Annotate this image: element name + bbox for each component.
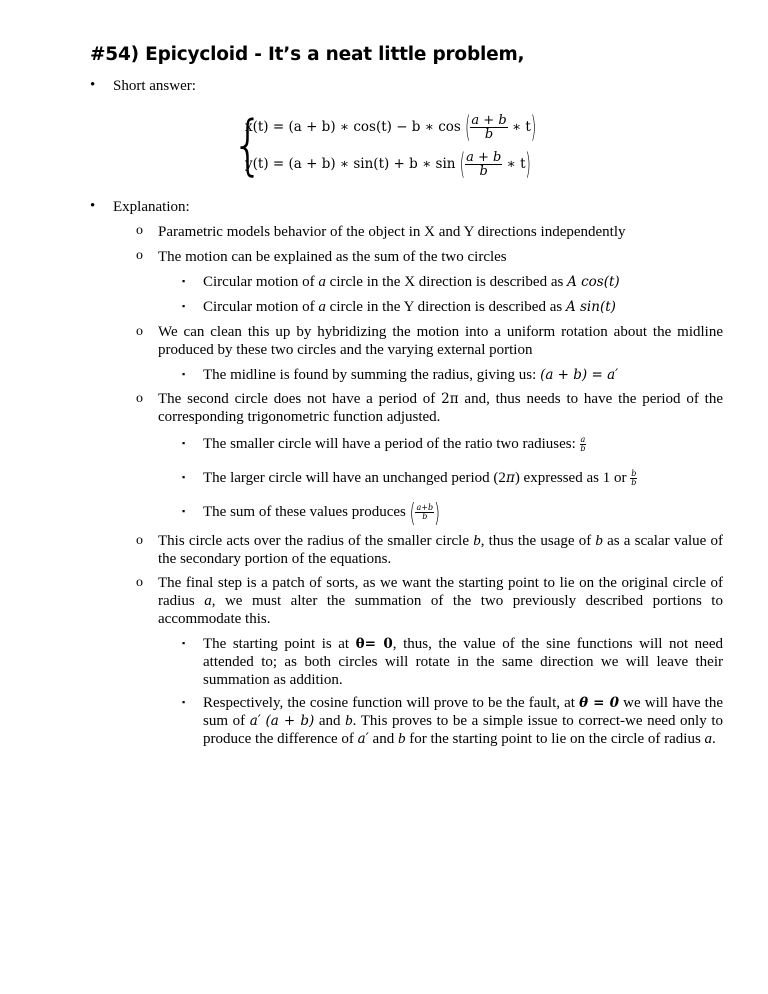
explanation-subitem-x: Circular motion of a circle in the X direction is described as A cos(t) — [203, 274, 620, 290]
bullet-circle: o — [136, 223, 143, 238]
bullet-square: ▪ — [182, 506, 186, 516]
bullet-square: ▪ — [182, 369, 186, 379]
equation-x-tail: ∗ t — [511, 119, 531, 135]
explanation-item-second-circle: The second circle does not have a period of 2π and, thus needs to have the period of the corresponding trigonometric function adjusted. — [158, 391, 723, 425]
explanation-item-motion: The motion can be explained as the sum of the two circles — [158, 249, 507, 265]
short-answer-label: Short answer: — [113, 78, 196, 94]
equation-y: y(t) = (a + b) ∗ sin(t) + b ∗ sin ( $\frac{a + b}{b}$ ∗ t) — [245, 146, 531, 183]
explanation-subitem-midline: The midline is found by summing the radius, giving us: (a + b) = a′ — [203, 367, 619, 383]
explanation-subitem-smaller: The smaller circle will have a period of the ratio two radiuses: $\frac{a}{b}$ — [203, 435, 586, 454]
bullet-circle: o — [136, 533, 143, 548]
equation-y-tail: ∗ t — [506, 156, 526, 172]
explanation-item-parametric: Parametric models behavior of the object in X and Y directions independently — [158, 224, 626, 240]
bullet-square: ▪ — [182, 472, 186, 482]
explanation-subitem-y: Circular motion of a circle in the Y direction is described as A sin(t) — [203, 299, 616, 315]
bullet-circle: o — [136, 324, 143, 339]
equation-x: x(t) = (a + b) ∗ cos(t) − b ∗ cos ( $\frac{a + b}{b}$ ∗ t) — [245, 109, 537, 146]
equation-x-frac-den: b — [484, 127, 494, 142]
explanation-item-hybridize: We can clean this up by hybridizing the motion into a uniform rotation about the midline produced by these two circles and the varying external portion — [158, 324, 723, 358]
bullet-square: ▪ — [182, 638, 186, 648]
equation-y-lhs: y(t) = (a + b) ∗ sin(t) + b ∗ sin — [245, 156, 456, 172]
explanation-subitem-sum: The sum of these values produces ( $\frac{a+b}{b}$ ) — [203, 497, 440, 528]
explanation-item-final-step: The final step is a patch of sorts, as we want the starting point to lie on the original circle of radius a, we must alter the summation of the two previously described portions to accommodate this. — [158, 575, 723, 627]
bullet-disc: • — [90, 77, 96, 93]
bullet-circle: o — [136, 248, 143, 263]
page-title: #54) Epicycloid - It’s a neat little problem, — [90, 44, 525, 65]
bullet-square: ▪ — [182, 697, 186, 707]
bullet-square: ▪ — [182, 301, 186, 311]
bullet-disc: • — [90, 198, 96, 214]
bullet-circle: o — [136, 575, 143, 590]
explanation-subitem-larger: The larger circle will have an unchanged period (2π) expressed as 1 or $\frac{b}{b}$ — [203, 469, 637, 488]
bullet-square: ▪ — [182, 438, 186, 448]
equation-brace: { — [232, 107, 264, 183]
explanation-item-scalar: This circle acts over the radius of the smaller circle b, thus the usage of b as a scalar value of the secondary portion of the equations. — [158, 533, 723, 567]
equation-y-frac-den: b — [479, 164, 488, 179]
explanation-label: Explanation: — [113, 199, 190, 215]
equation-x-lhs: x(t) = (a + b) ∗ cos(t) − b ∗ cos — [245, 119, 461, 135]
explanation-subitem-cosine: Respectively, the cosine function will prove to be the fault, at θ = 0 we will have the sum of a′ (a + b) and b. This proves to be a simple issue to correct-we need only to produce the difference of a′ and b for the starting point to lie on the circle of radius a. — [203, 695, 723, 747]
equation-x-frac-num: a + b — [471, 113, 507, 128]
bullet-square: ▪ — [182, 276, 186, 286]
equation-y-frac-num: a + b — [466, 150, 502, 165]
bullet-circle: o — [136, 391, 143, 406]
explanation-subitem-starting-point: The starting point is at θ= 0, thus, the value of the sine functions will not need attended to; as both circles will rotate in the same direction we will leave their summation as addition. — [203, 636, 723, 688]
